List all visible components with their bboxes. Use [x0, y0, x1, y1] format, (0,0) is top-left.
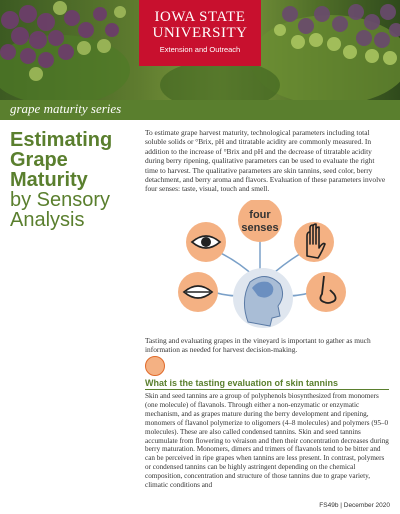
bubble-line-2: senses: [241, 222, 279, 234]
eye-icon: [186, 222, 226, 262]
title-line-5: Analysis: [10, 209, 85, 231]
isu-logo: [139, 0, 261, 66]
title-line-2: Grape: [10, 149, 68, 171]
four-senses-diagram: [168, 200, 358, 337]
intro-paragraph: To estimate grape harvest maturity, technological parameters including total soluble solids or °Brix, pH and titratable acidity are commonly measured. In addition to the increase of °Brix and pH and the decrease of titratable acidity during berry ripening, qualitative parameters can be used to evaluate the right time to harvest. The qualitative parameters are skin tannins, seed color, berry detachment, and berry aroma and flavors. Evaluation of these parameters involve four senses: taste, visual, touch and smell.: [145, 128, 386, 194]
nose-icon: [306, 272, 346, 312]
page-title: [10, 130, 130, 230]
tasting-paragraph: Tasting and evaluating grapes in the vineyard is important to gather as much information as needed for harvest decision-making.: [145, 336, 371, 355]
footer-publication-info: FS49b | December 2020: [319, 502, 390, 509]
brand-line-2: UNIVERSITY: [152, 25, 248, 41]
title-line-4: by Sensory: [10, 189, 111, 211]
head-icon: [233, 268, 293, 328]
title-line-1: Estimating: [10, 129, 113, 151]
brand-line-3: Extension and Outreach: [159, 45, 241, 54]
series-label: grape maturity series: [10, 101, 122, 116]
section-divider: [145, 389, 389, 390]
header-photo-grapes: [0, 0, 400, 100]
hand-icon: [294, 222, 334, 262]
section-heading: What is the tasting evaluation of skin tannins: [145, 378, 339, 388]
brand-line-1: IOWA STATE: [154, 9, 246, 25]
section-marker-icon: [145, 356, 165, 376]
four-senses-bubble: [238, 200, 282, 242]
bubble-line-1: four: [249, 209, 271, 221]
mouth-icon: [178, 272, 218, 312]
body-paragraph: Skin and seed tannins are a group of polyphenols biosynthesized from monomers (one molecule) of flavanols. Through either a non-enzymatic or enzymatic mechanism, and as grapes mature during the berry development and ripening, monomers of flavanol polymerize to oligomers (4–8 molecules) and polymers (95–0 molecules). These are also called condensed tannins. Skin and seed tannins accumulate from flowering to véraison and then their concentration decreases during berry maturation. Monomers, dimers and trimers of flavanols tend to be bitter and can be perceived in ripe grapes when tannins are less present. In contrast, polymers or condensed tannins can be highly astringent depending on the chemical composition, concentration and structure of those tannins due to grape variety, climatic conditions and: [145, 392, 389, 490]
title-line-3: Maturity: [10, 169, 88, 191]
